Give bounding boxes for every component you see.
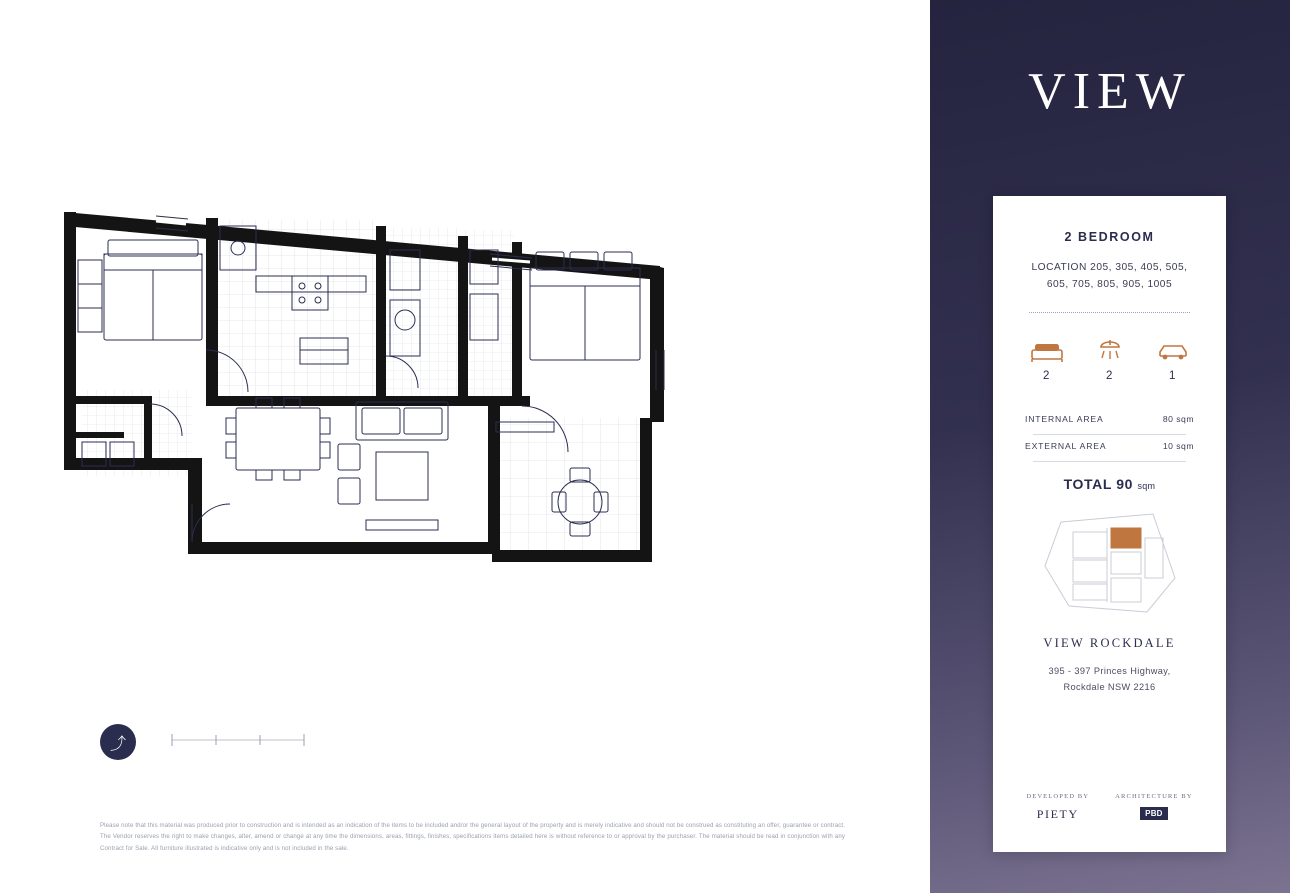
key-plan: [1015, 508, 1204, 620]
developer-label: DEVELOPED BY: [1026, 793, 1090, 800]
credits-row: [993, 793, 1226, 822]
area-table: [1015, 408, 1204, 462]
table-row: [1025, 408, 1194, 430]
bathrooms-count: 2: [1106, 369, 1113, 382]
developer-name: PIETY: [1036, 807, 1079, 821]
internal-area-value: 80 sqm: [1162, 413, 1194, 424]
brand-logo: VIEW: [1028, 63, 1192, 120]
bedrooms-count: 2: [1043, 369, 1050, 382]
address-line-2: Rockdale NSW 2216: [1063, 681, 1156, 692]
disclaimer-text: Please note that this material was produced prior to construction and is intended as an indication of the items to be included and/or the general layout of the property and is merely indicative and should not be construed as constituting an offer, guarantee or contract. The Vendor reserves the right to make changes, alter, amend or change at any time the dimensions, areas, fittings, finishes, specifications items detailed here is without reference to or approval by the purchaser. The material should be read in conjunction with any Contract for Sale. All furniture illustrated is indicative only and is not included in the sale.: [100, 822, 846, 852]
car-icon: [1144, 333, 1202, 363]
unit-info-card: [993, 196, 1226, 852]
architect-name: PBD: [1140, 807, 1168, 820]
address-line-1: 395 - 397 Princes Highway,: [1048, 665, 1171, 676]
credit-developer: [1026, 793, 1089, 822]
scale-bar: [168, 726, 308, 756]
amenity-bedrooms: [1018, 333, 1076, 382]
row-divider: [1033, 461, 1186, 462]
unit-location-text: [1015, 260, 1204, 294]
right-panel: [930, 0, 1290, 893]
credit-architect: [1115, 793, 1193, 822]
floorplan-drawing: [60, 190, 820, 610]
unit-type-heading: 2 BEDROOM: [1064, 230, 1155, 244]
amenity-bathrooms: [1081, 333, 1139, 382]
shower-icon: [1081, 333, 1139, 363]
divider-top: [1029, 312, 1190, 313]
amenity-parking: [1144, 333, 1202, 382]
total-area-label: TOTAL 90: [1063, 475, 1133, 492]
external-area-value: 10 sqm: [1162, 440, 1194, 451]
total-area: [1015, 476, 1204, 494]
external-area-label: EXTERNAL AREA: [1025, 440, 1107, 451]
internal-area-label: INTERNAL AREA: [1025, 413, 1104, 424]
compass-icon: [100, 724, 136, 760]
amenity-icon-row: [1015, 333, 1204, 382]
project-name: VIEW ROCKDALE: [1043, 635, 1176, 650]
compass-arrow: ⤴: [109, 735, 126, 753]
parking-count: 1: [1169, 369, 1176, 382]
unit-location-line-2: 605, 705, 805, 905, 1005: [1046, 278, 1173, 290]
table-row: [1025, 435, 1194, 457]
total-area-unit: sqm: [1137, 480, 1156, 491]
project-address: [1015, 663, 1204, 695]
architect-label: ARCHITECTURE BY: [1115, 793, 1193, 800]
unit-location-line-1: LOCATION 205, 305, 405, 505,: [1031, 262, 1188, 273]
bed-icon: [1018, 333, 1076, 363]
